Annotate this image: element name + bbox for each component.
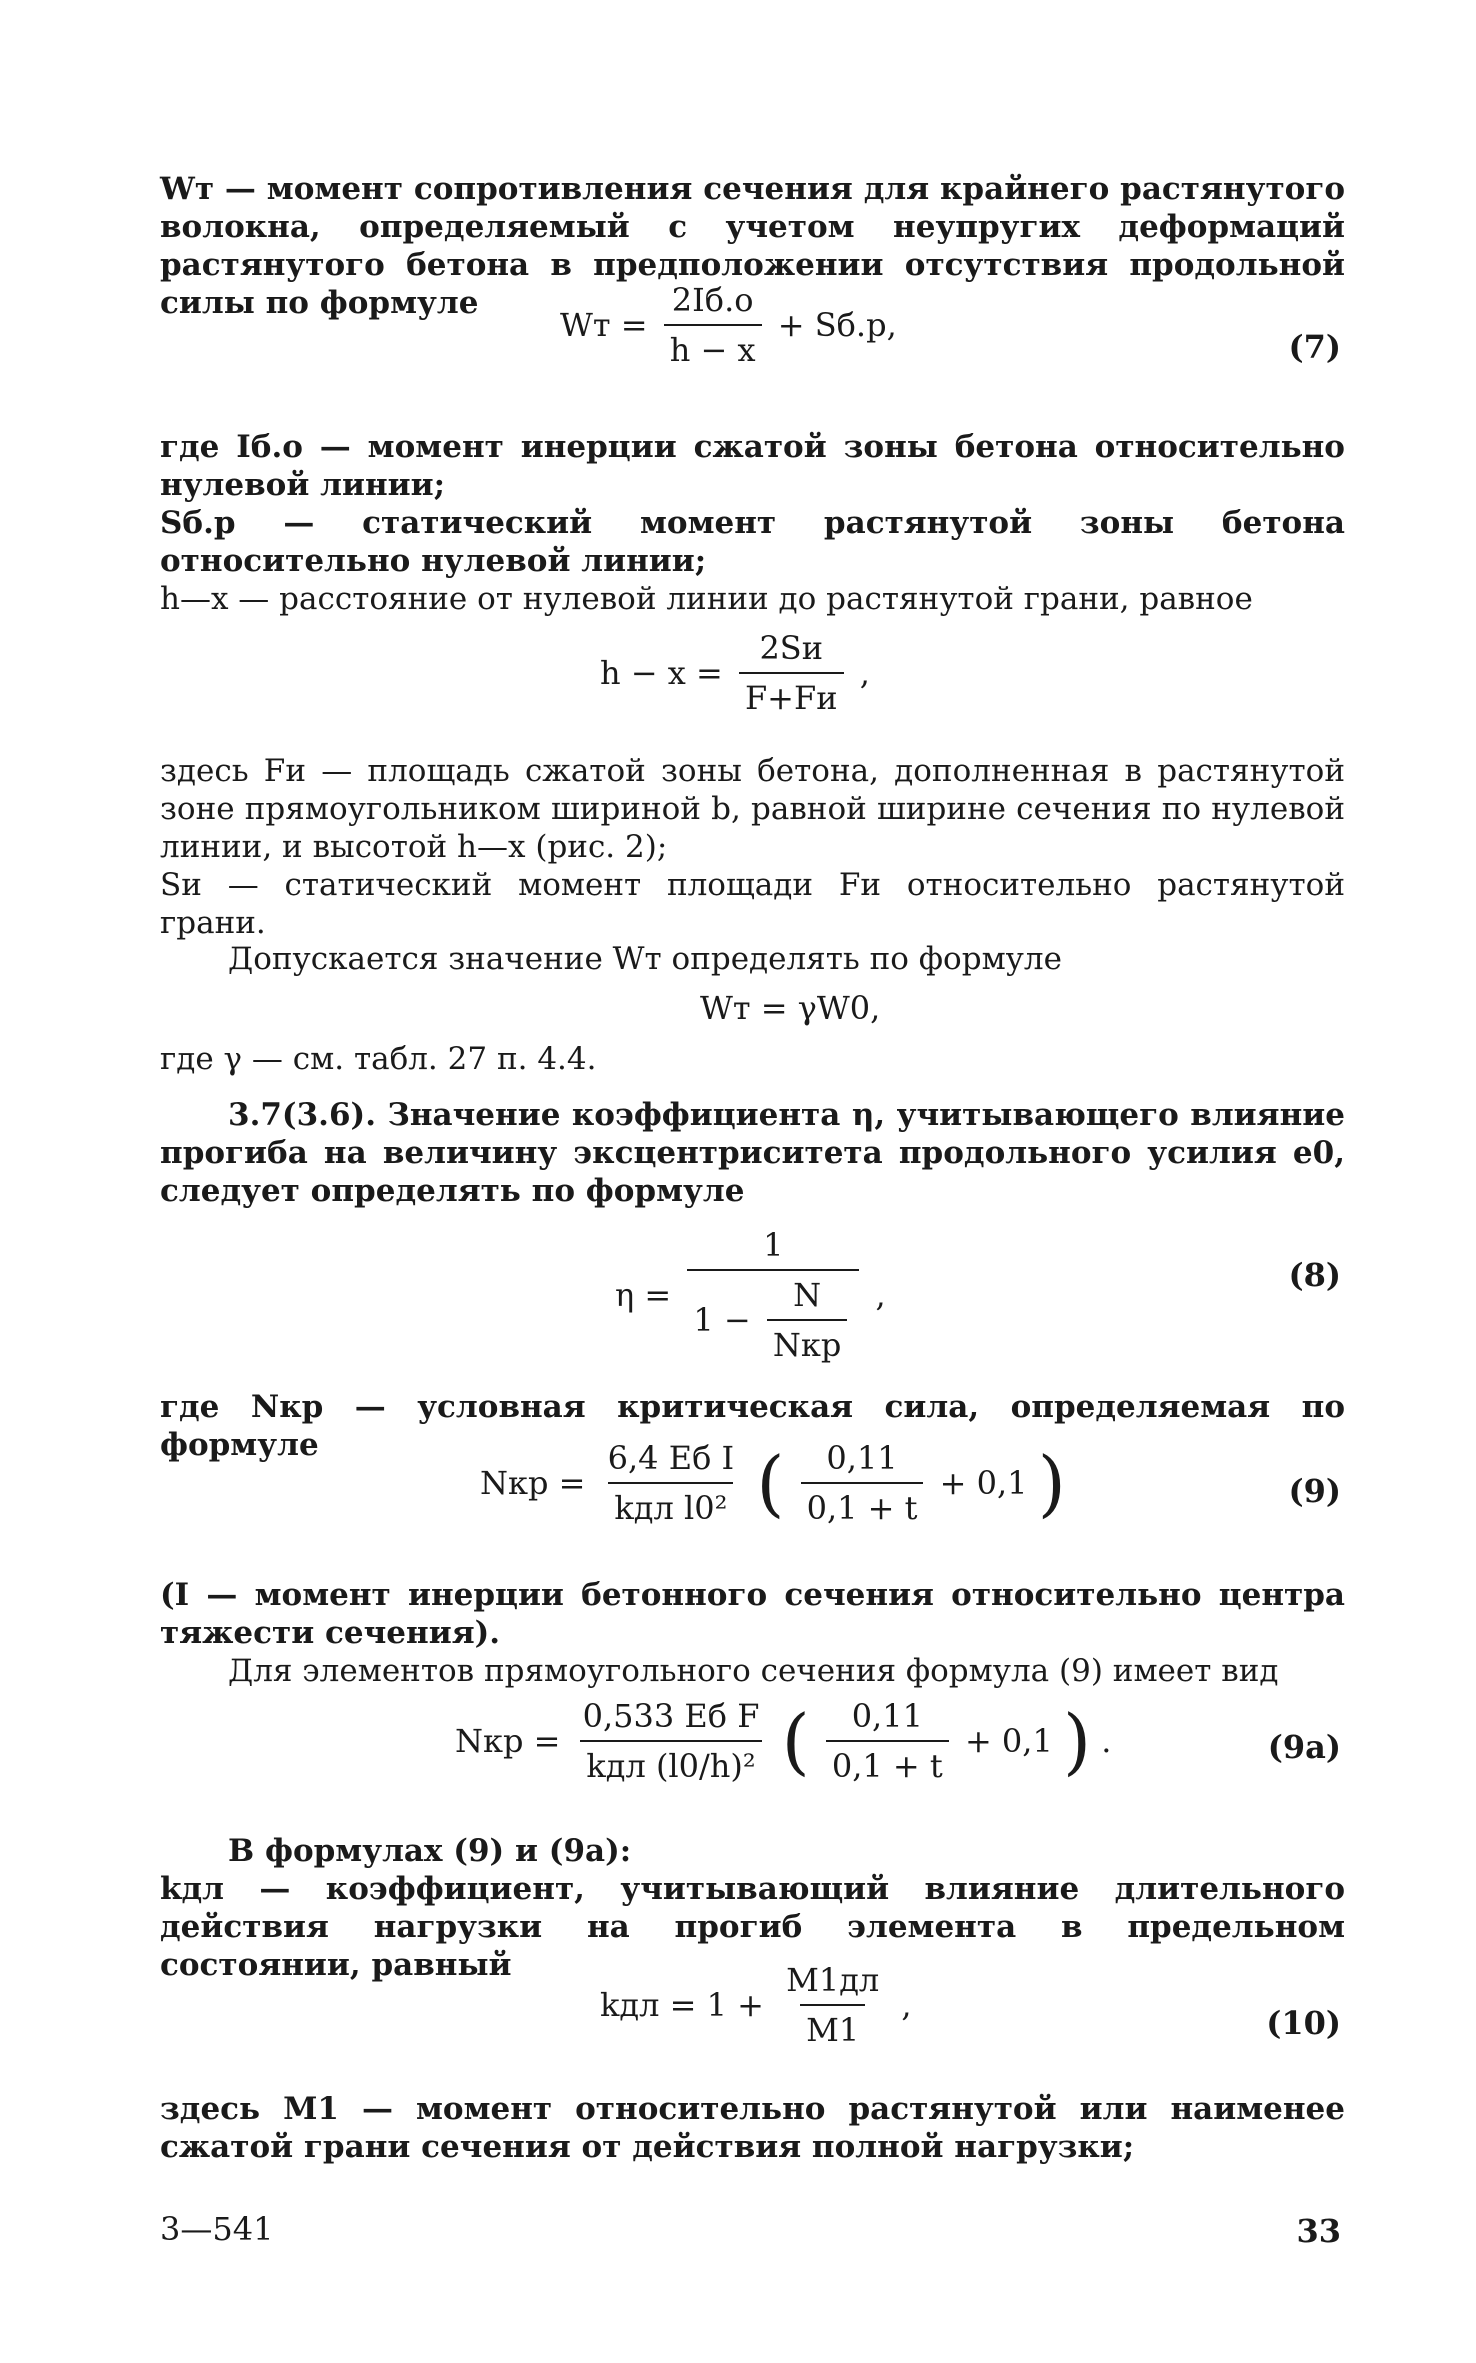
formula-7-denominator: h − x [664,324,762,370]
page-number: 33 [1296,2212,1341,2250]
formula-9a-right-paren: ) [1062,1699,1092,1783]
formula-8-inner-fraction [767,1275,847,1365]
formula-9a-tail: . [1101,1722,1112,1760]
formulas-intro: В формулах (9) и (9а): [228,1833,632,1869]
equation-number-7: (7) [1288,328,1341,366]
formula-wt-gamma: Wт = γW0, [700,989,881,1027]
definition-s-i: Sи — статический момент площади Fи относительно растянутой грани. [160,867,1345,941]
formula-8 [615,1225,886,1365]
formula-10-numerator: M1дл [786,1961,880,1999]
formula-9a-inner-fraction [826,1696,949,1786]
equation-number-9a: (9а) [1267,1728,1341,1766]
formula-9a-lhs: Nкр = [455,1722,561,1760]
formula-9-numerator: 6,4 Eб I [607,1439,735,1477]
formula-9a [455,1696,1111,1786]
formula-9-left-paren: ( [756,1441,785,1525]
gamma-reference: где γ — см. табл. 27 п. 4.4. [160,1041,597,1077]
formula-8-numerator: 1 [763,1226,784,1264]
formula-7 [560,280,897,370]
formula-8-denominator-prefix: 1 − [693,1301,751,1339]
formula-7-rest: + Sб.р, [777,306,897,344]
equation-number-10: (10) [1266,2004,1341,2042]
formula-7-fraction [664,280,762,370]
formula-hx-numerator: 2Sи [759,629,824,667]
formula-8-fraction [687,1225,859,1365]
definition-k-dl: kдл — коэффициент, учитывающий влияние длительного действия нагрузки на прогиб элемента в предельном состоянии, равный [160,1871,1345,1983]
formula-hx-fraction [739,628,844,718]
formula-8-inner-numerator: N [793,1276,822,1314]
formula-8-rest: , [875,1276,886,1314]
equation-number-8: (8) [1288,1256,1341,1294]
formula-9a-fraction [577,1696,766,1786]
formula-10-rest: , [901,1986,912,2024]
definition-n-kr: где Nкр — условная критическая сила, определяемая по формуле [160,1389,1345,1463]
formula-10-lhs: kдл = 1 + [600,1986,764,2024]
paragraph-allowed: Допускается значение Wт определять по формуле [228,941,1062,977]
definition-h-minus-x: h—x — расстояние от нулевой линии до растянутой грани, равное [160,581,1253,617]
formula-9a-numerator: 0,533 Eб F [582,1697,760,1735]
formula-10-denominator: M1 [800,2004,865,2050]
formula-9a-inner-numerator: 0,11 [851,1697,923,1735]
formula-10-fraction [780,1960,885,2050]
formula-9 [480,1438,1066,1528]
formula-9-fraction [602,1438,741,1528]
formula-9a-left-paren: ( [781,1699,810,1783]
formula-8-inner-denominator: Nкр [767,1319,847,1365]
paragraph-3-7: 3.7(3.6). Значение коэффициента η, учитывающего влияние прогиба на величину эксцентриситета продольного усилия e0, следует определять по формуле [160,1097,1345,1209]
equation-number-9: (9) [1288,1472,1341,1510]
formula-9a-inner-denominator: 0,1 + t [826,1740,949,1786]
formula-hx-lhs: h − x = [600,654,723,692]
formula-9-inner-fraction [801,1438,924,1528]
formula-h-minus-x [600,628,870,718]
formula-hx-denominator: F+Fи [739,672,844,718]
formula-8-denominator [687,1269,859,1365]
formula-9-denominator: kдл l0² [608,1482,733,1528]
note-moment-of-inertia: (I — момент инерции бетонного сечения относительно центра тяжести сечения). [160,1577,1345,1651]
formula-9-lhs: Nкр = [480,1464,586,1502]
definition-f-i: здесь Fи — площадь сжатой зоны бетона, дополненная в растянутой зоне прямоугольником шириной b, равной ширине сечения по нулевой линии, и высотой h—x (рис. 2); [160,753,1345,865]
formula-9-right-paren: ) [1037,1441,1066,1525]
formula-9a-denominator: kдл (l0/h)² [580,1740,761,1786]
definition-s-bp: Sб.р — статический момент растянутой зоны бетона относительно нулевой линии; [160,505,1345,579]
formula-9-inner-numerator: 0,11 [826,1439,898,1477]
formula-hx-rest: , [859,654,870,692]
paragraph-wt-definition: Wт — момент сопротивления сечения для крайнего растянутого волокна, определяемый с учетом неупругих деформаций растянутого бетона в предположении отсутствия продольной силы по формуле [160,171,1345,321]
formula-7-lhs: Wт = [560,306,648,344]
paragraph-rectangular-section: Для элементов прямоугольного сечения формула (9) имеет вид [228,1653,1279,1689]
footer-signature-code: 3—541 [160,2210,274,2248]
formula-9a-plus: + 0,1 [964,1722,1053,1760]
formula-7-numerator: 2Iб.о [671,281,754,319]
formula-10 [600,1960,912,2050]
definition-i-b0: где Iб.о — момент инерции сжатой зоны бетона относительно нулевой линии; [160,429,1345,503]
definition-m1: здесь M1 — момент относительно растянутой или наименее сжатой грани сечения от действия полной нагрузки; [160,2091,1345,2165]
formula-8-lhs: η = [615,1276,672,1314]
formula-9-inner-denominator: 0,1 + t [801,1482,924,1528]
formula-9-plus: + 0,1 [939,1464,1028,1502]
